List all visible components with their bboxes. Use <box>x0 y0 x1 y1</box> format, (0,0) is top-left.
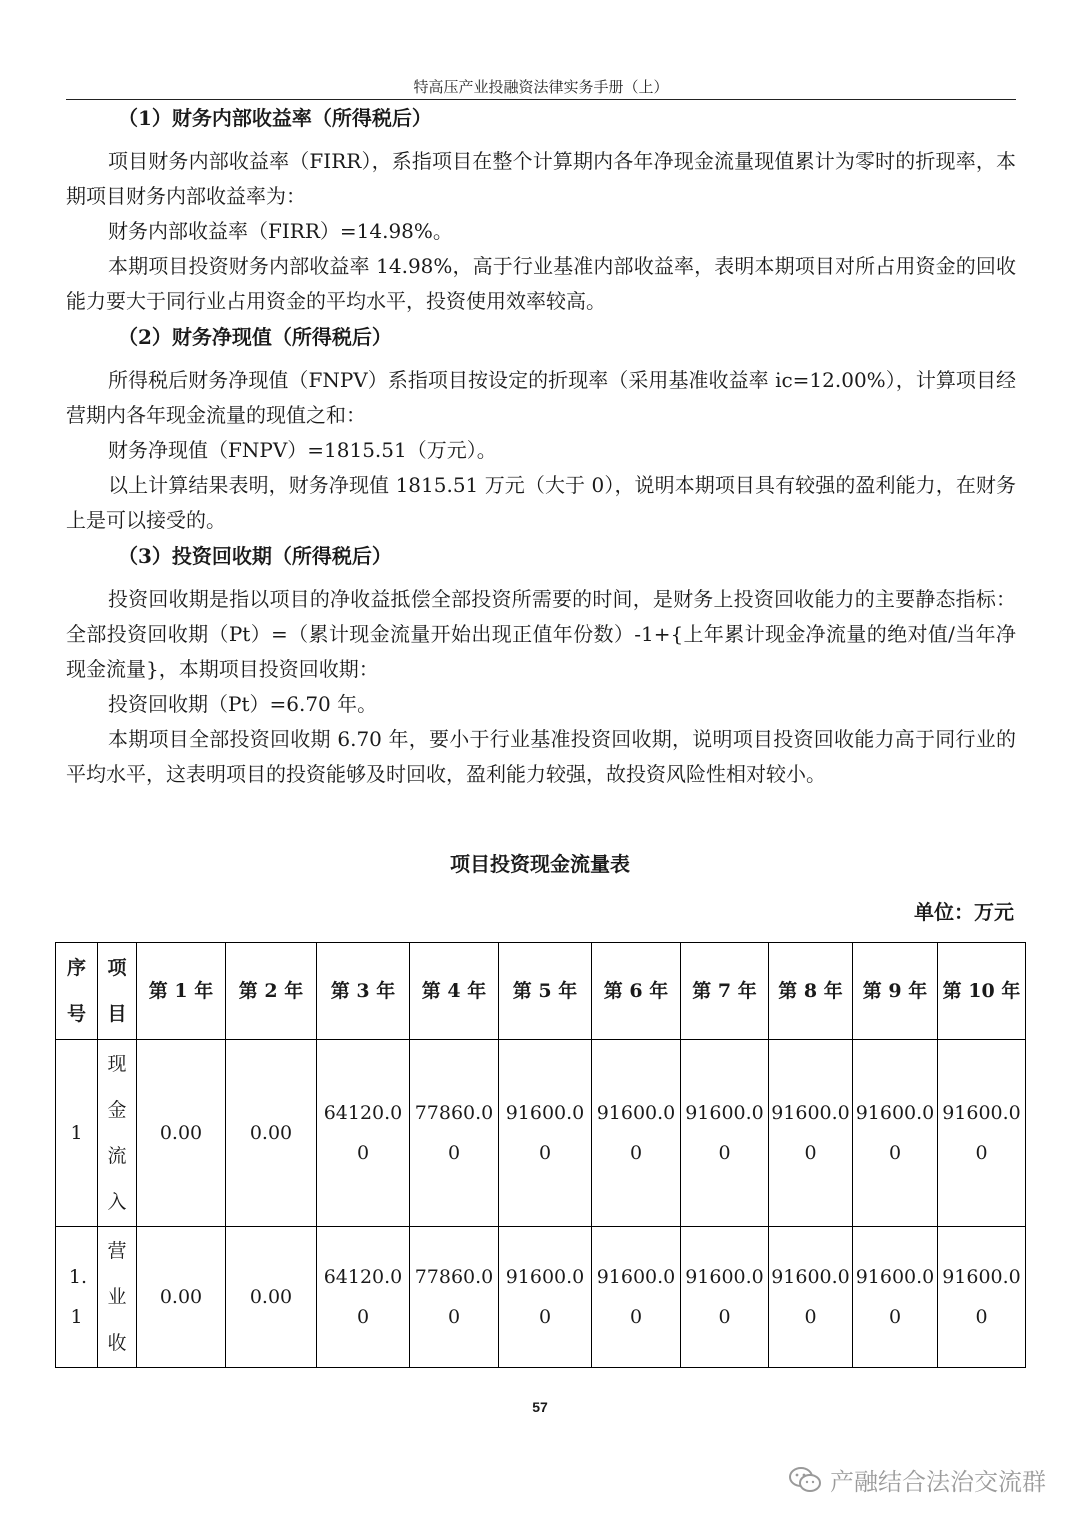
value-cell: 77860.00 <box>410 1040 499 1227</box>
wechat-icon <box>788 1466 822 1494</box>
paragraph: 本期项目全部投资回收期 6.70 年，要小于行业基准投资回收期，说明项目投资回收能力高于同行业的平均水平，这表明项目的投资能够及时回收，盈利能力较强，故投资风险性相对较小。 <box>66 727 1016 786</box>
paragraph: 财务内部收益率（FIRR）=14.98%。 <box>108 219 453 243</box>
column-header-year-9: 第 9 年 <box>853 943 938 1040</box>
column-header-year-8: 第 8 年 <box>769 943 853 1040</box>
value-cell: 0.00 <box>137 1227 226 1368</box>
row-item-cell: 营业收 <box>98 1227 137 1368</box>
table-row <box>56 1040 1026 1227</box>
section-heading-fnpv: （2）财务净现值（所得税后） <box>118 325 392 349</box>
column-header-year-10: 第 10 年 <box>938 943 1026 1040</box>
value-cell: 91600.00 <box>769 1040 853 1227</box>
paragraph: 以上计算结果表明，财务净现值 1815.51 万元（大于 0），说明本期项目具有较强的盈利能力，在财务上是可以接受的。 <box>66 473 1016 532</box>
row-seq-cell: 1 <box>56 1040 98 1227</box>
value-cell: 91600.00 <box>592 1227 681 1368</box>
cash-flow-table <box>55 942 1026 1368</box>
watermark-text: 产融结合法治交流群 <box>830 1468 1046 1496</box>
value-cell: 0.00 <box>226 1227 317 1368</box>
column-header-year-5: 第 5 年 <box>499 943 592 1040</box>
document-body <box>66 100 1016 792</box>
value-cell: 91600.00 <box>938 1040 1026 1227</box>
value-cell: 77860.00 <box>410 1227 499 1368</box>
column-header-year-6: 第 6 年 <box>592 943 681 1040</box>
section-heading-firr: （1）财务内部收益率（所得税后） <box>118 106 432 130</box>
watermark <box>788 1462 1046 1497</box>
paragraph: 项目财务内部收益率（FIRR），系指项目在整个计算期内各年净现金流量现值累计为零时的折现率，本期项目财务内部收益率为： <box>66 149 1016 208</box>
running-header-title: 特高压产业投融资法律实务手册（上） <box>413 78 669 96</box>
value-cell: 91600.00 <box>499 1227 592 1368</box>
table-unit-label: 单位：万元 <box>914 900 1014 924</box>
page-number: 57 <box>532 1399 548 1415</box>
column-header-year-2: 第 2 年 <box>226 943 317 1040</box>
table-title: 项目投资现金流量表 <box>450 852 630 876</box>
table-row <box>56 1227 1026 1368</box>
value-cell: 91600.00 <box>769 1227 853 1368</box>
value-cell: 91600.00 <box>681 1040 769 1227</box>
value-cell: 91600.00 <box>592 1040 681 1227</box>
paragraph: 本期项目投资财务内部收益率 14.98%，高于行业基准内部收益率，表明本期项目对所占用资金的回收能力要大于同行业占用资金的平均水平，投资使用效率较高。 <box>66 254 1016 313</box>
column-header-seq: 序号 <box>56 943 98 1040</box>
value-cell: 0.00 <box>137 1040 226 1227</box>
value-cell: 91600.00 <box>499 1040 592 1227</box>
value-cell: 0.00 <box>226 1040 317 1227</box>
value-cell: 64120.00 <box>317 1227 410 1368</box>
value-cell: 91600.00 <box>681 1227 769 1368</box>
table-header-row <box>56 943 1026 1040</box>
column-header-year-4: 第 4 年 <box>410 943 499 1040</box>
value-cell: 91600.00 <box>853 1040 938 1227</box>
row-item-cell: 现金流入 <box>98 1040 137 1227</box>
column-header-item: 项目 <box>98 943 137 1040</box>
column-header-year-1: 第 1 年 <box>137 943 226 1040</box>
value-cell: 64120.00 <box>317 1040 410 1227</box>
paragraph: 投资回收期是指以项目的净收益抵偿全部投资所需要的时间，是财务上投资回收能力的主要静态指标：全部投资回收期（Pt）=（累计现金流量开始出现正值年份数）-1+{上年累计现金净流量的绝对值/当年净现金流量}，本期项目投资回收期： <box>66 587 1016 681</box>
row-seq-cell: 1.1 <box>56 1227 98 1368</box>
value-cell: 91600.00 <box>938 1227 1026 1368</box>
value-cell: 91600.00 <box>853 1227 938 1368</box>
paragraph: 所得税后财务净现值（FNPV）系指项目按设定的折现率（采用基准收益率 ic=12.00%），计算项目经营期内各年现金流量的现值之和： <box>66 368 1016 427</box>
paragraph: 财务净现值（FNPV）=1815.51（万元）。 <box>108 438 497 462</box>
column-header-year-3: 第 3 年 <box>317 943 410 1040</box>
paragraph: 投资回收期（Pt）=6.70 年。 <box>108 692 378 716</box>
section-heading-payback: （3）投资回收期（所得税后） <box>118 544 392 568</box>
column-header-year-7: 第 7 年 <box>681 943 769 1040</box>
